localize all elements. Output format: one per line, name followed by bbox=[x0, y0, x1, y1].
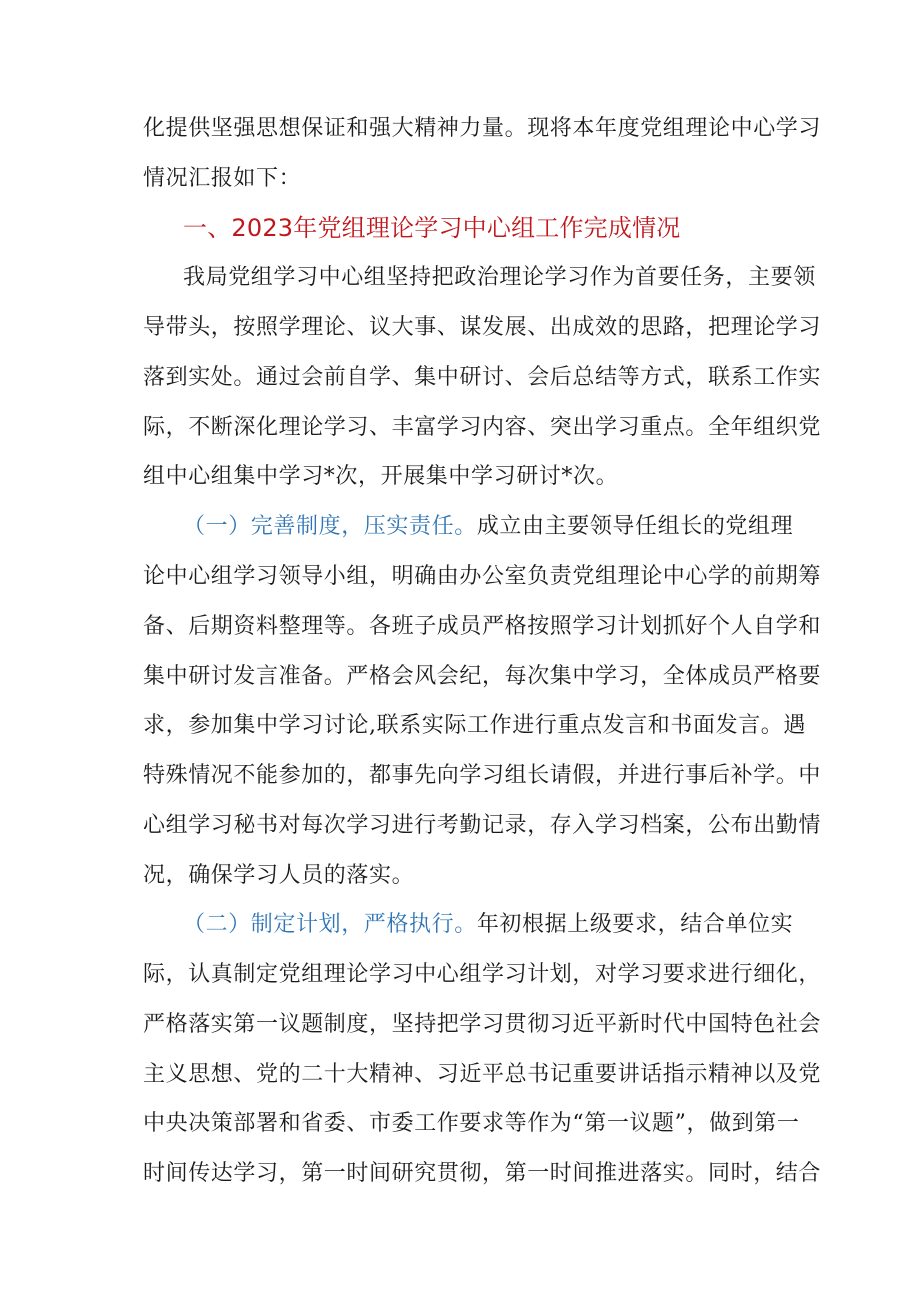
sub1-line-2: 论中心组学习领导小组，明确由办公室负责党组理论中心学的前期筹 bbox=[143, 564, 822, 589]
sub2-line-6: 时间传达学习，第一时间研究贯彻，第一时间推进落实。同时，结合 bbox=[143, 1161, 822, 1186]
sub2-line-2: 际，认真制定党组理论学习中心组学习计划，对学习要求进行细化， bbox=[143, 962, 822, 987]
intro-line-2: 情况汇报如下： bbox=[143, 166, 302, 191]
sub2-line-5: 中央决策部署和省委、市委工作要求等作为“第一议题”，做到第一 bbox=[143, 1111, 800, 1136]
p1-line-4: 际，不断深化理论学习、丰富学习内容、突出学习重点。全年组织党 bbox=[143, 415, 822, 440]
p1-line-5: 组中心组集中学习*次，开展集中学习研讨*次。 bbox=[143, 464, 619, 489]
sub1-line-4: 集中研讨发言准备。严格会风会纪，每次集中学习，全体成员严格要 bbox=[143, 664, 822, 689]
sub1-line-6: 特殊情况不能参加的，都事先向学习组长请假，并进行事后补学。中 bbox=[143, 763, 822, 788]
sub1-line-1 bbox=[183, 513, 793, 541]
sub2-line-4: 主义思想、党的二十大精神、习近平总书记重要讲话指示精神以及党 bbox=[143, 1062, 822, 1087]
p1-line-1: 我局党组学习中心组坚持把政治理论学习作为首要任务，主要领 bbox=[183, 265, 816, 290]
sub1-line-1-text: 成立由主要领导任组长的党组理 bbox=[476, 514, 794, 539]
sub2-line-3: 严格落实第一议题制度，坚持把学习贯彻习近平新时代中国特色社会 bbox=[143, 1012, 822, 1037]
sub2-line-1-text: 年初根据上级要求，结合单位实 bbox=[476, 912, 794, 937]
p1-line-3: 落到实处。通过会前自学、集中研讨、会后总结等方式，联系工作实 bbox=[143, 365, 822, 390]
sub2-line-1 bbox=[183, 911, 793, 939]
sub1-line-7: 心组学习秘书对每次学习进行考勤记录，存入学习档案，公布出勤情 bbox=[143, 813, 822, 838]
sub1-line-3: 备、后期资料整理等。各班子成员严格按照学习计划抓好个人自学和 bbox=[143, 614, 822, 639]
subheading-2: （二）制定计划，严格执行。 bbox=[183, 912, 477, 937]
sub1-line-8: 况，确保学习人员的落实。 bbox=[143, 863, 415, 888]
intro-line-1: 化提供坚强思想保证和强大精神力量。现将本年度党组理论中心学习 bbox=[143, 116, 822, 141]
sub1-line-5: 求，参加集中学习讨论,联系实际工作进行重点发言和书面发言。遇 bbox=[143, 713, 806, 738]
section-heading: 一、2023年党组理论学习中心组工作完成情况 bbox=[183, 214, 681, 242]
p1-line-2: 导带头，按照学理论、议大事、谋发展、出成效的思路，把理论学习 bbox=[143, 315, 822, 340]
subheading-1: （一）完善制度，压实责任。 bbox=[183, 514, 477, 539]
